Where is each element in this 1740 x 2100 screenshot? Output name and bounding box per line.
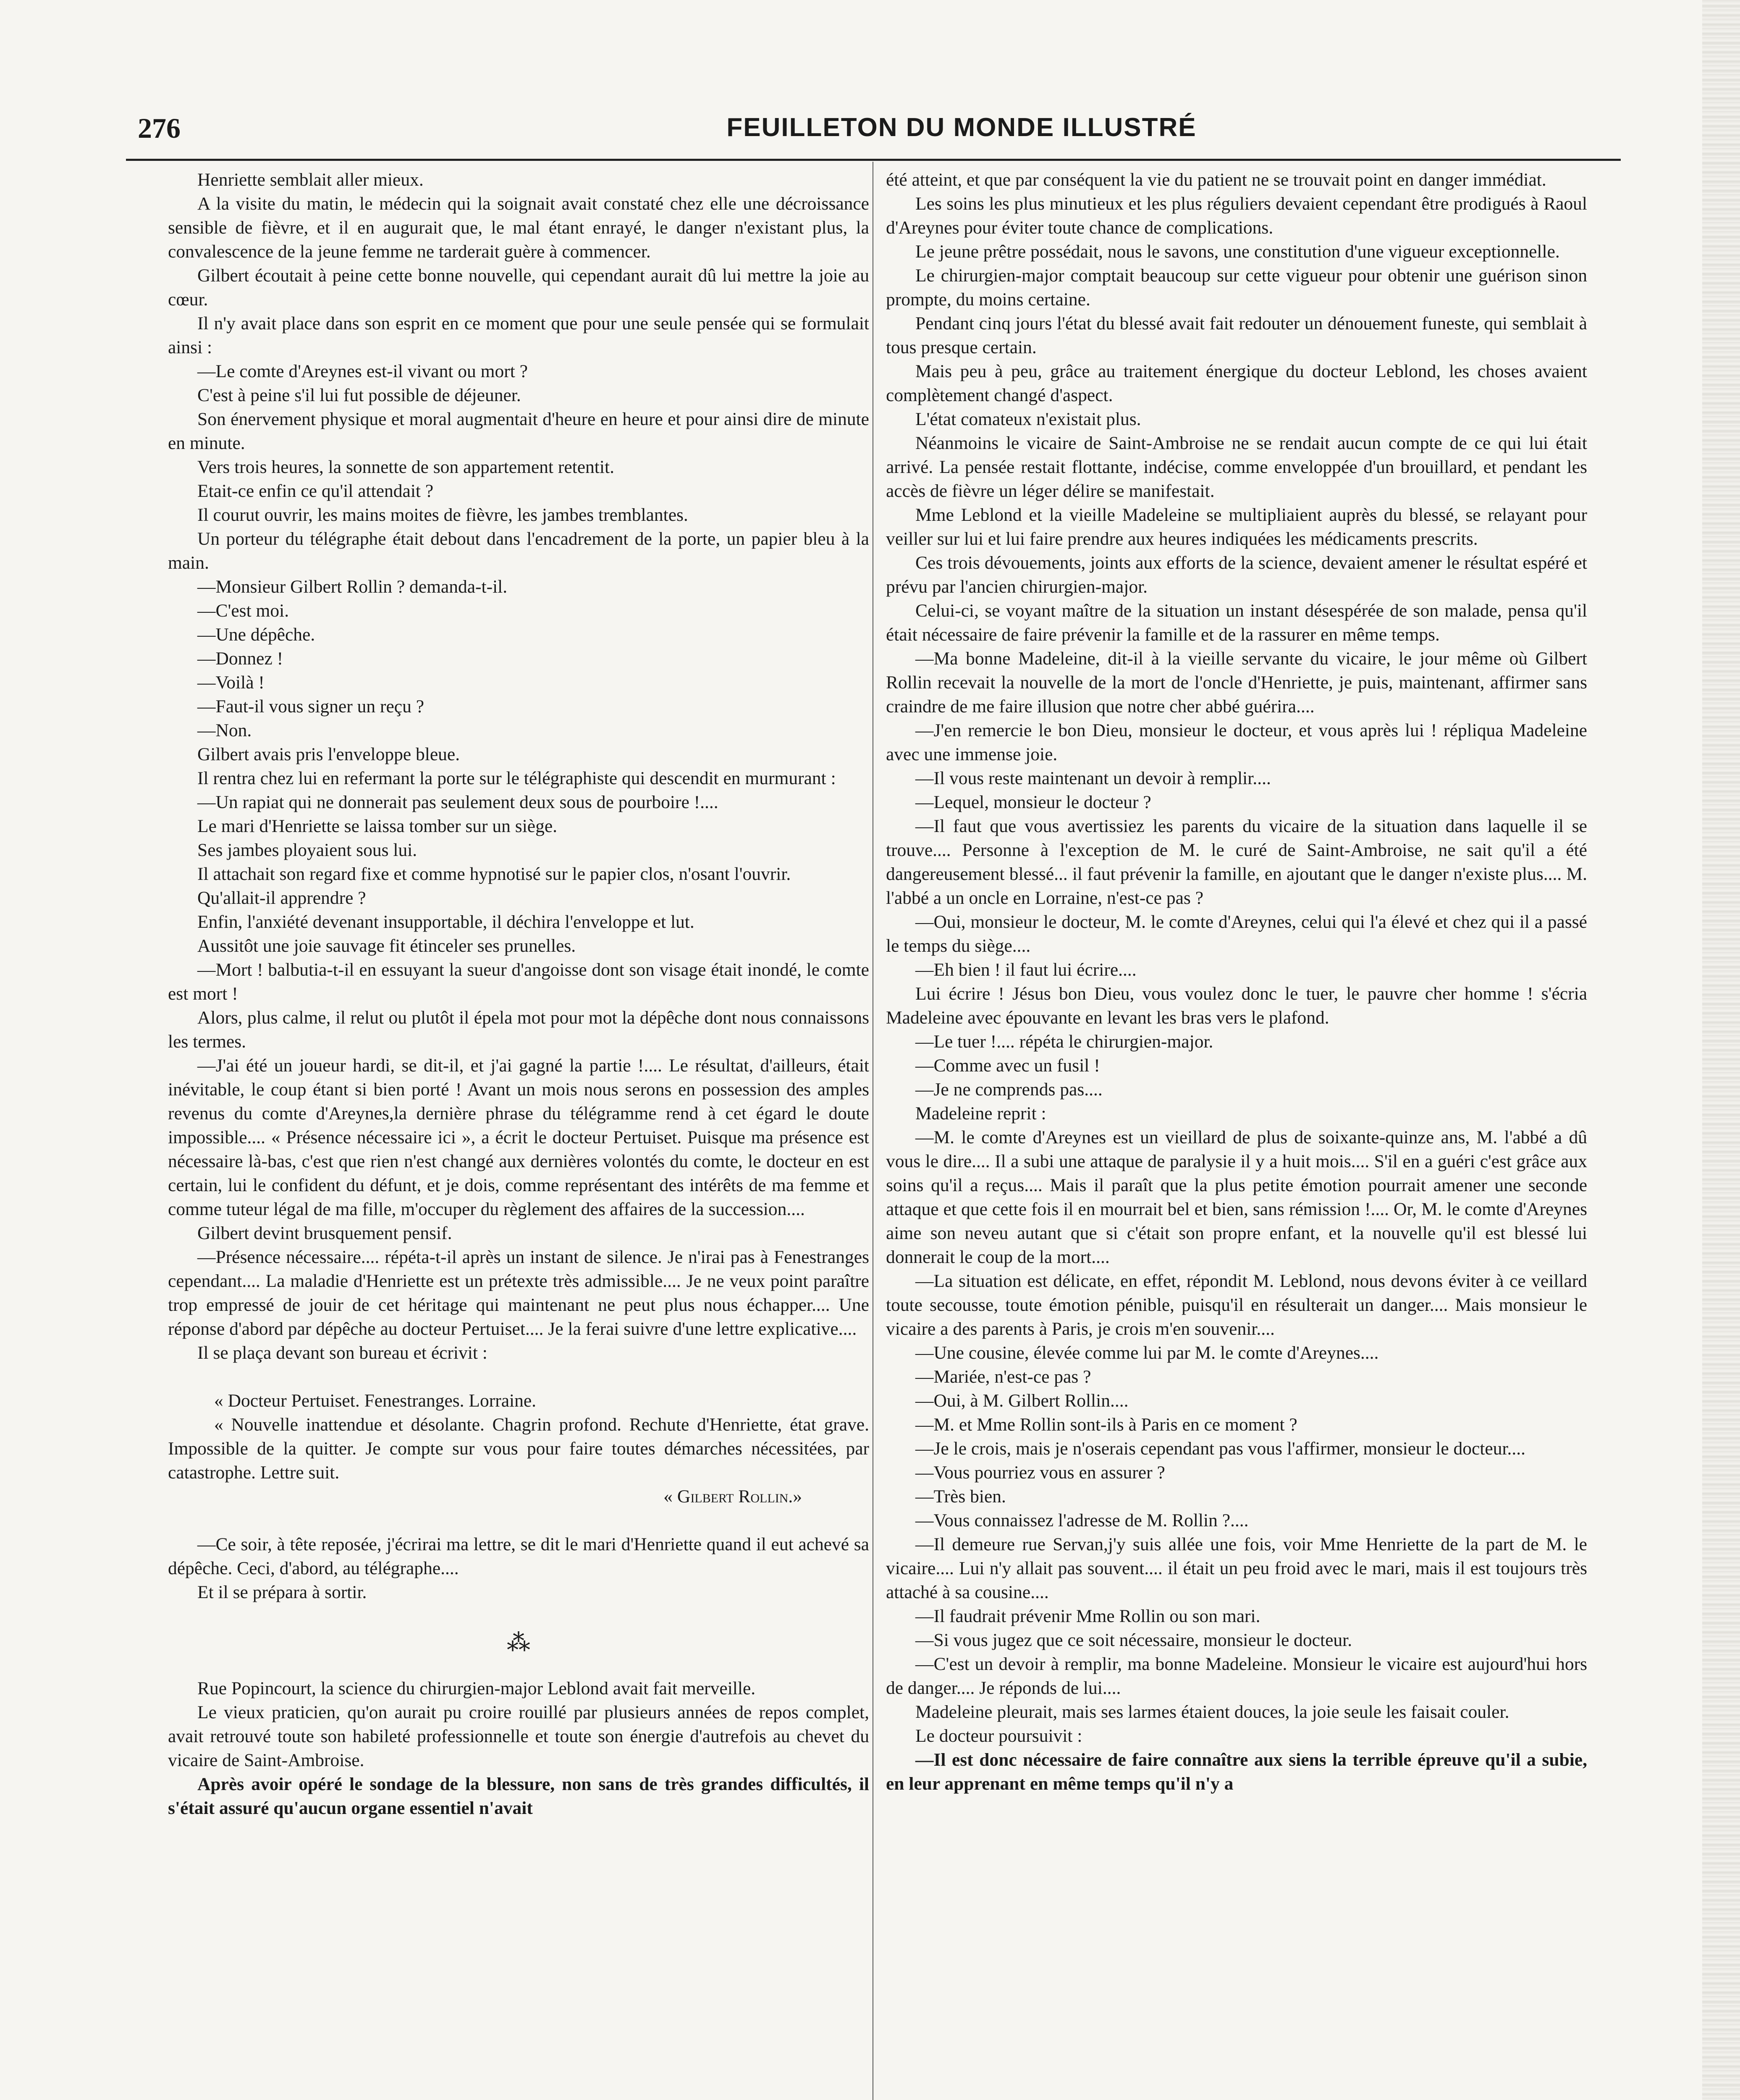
section-break-asterism: ⁂ [507, 1630, 530, 1656]
telegram-line: « Docteur Pertuiset. Fenestranges. Lorraine. [214, 1391, 537, 1411]
paragraph: —Voilà ! [197, 672, 265, 693]
paragraph: —Si vous jugez que ce soit nécessaire, monsieur le docteur. [915, 1630, 1352, 1650]
paragraph: —Vous pourriez vous en assurer ? [915, 1462, 1165, 1483]
paragraph: Il se plaça devant son bureau et écrivit : [197, 1343, 487, 1363]
paragraph: —Le comte d'Areynes est-il vivant ou mort ? [197, 361, 528, 381]
paragraph: Il rentra chez lui en refermant la porte sur le télégraphiste qui descendit en murmurant : [197, 768, 836, 788]
paragraph: —C'est un devoir à remplir, ma bonne Madeleine. Monsieur le vicaire est aujourd'hui hors de danger.... Je réponds de lui.... [886, 1654, 1587, 1698]
paragraph: C'est à peine s'il lui fut possible de déjeuner. [197, 385, 521, 405]
paragraph: —Comme avec un fusil ! [915, 1055, 1100, 1076]
paragraph: —J'ai été un joueur hardi, se dit-il, et j'ai gagné la partie !.... Le résultat, d'ailleurs, était inévitable, le coup étant si bien porté ! Avant un mois nous serons en possession des amples revenus du comte d'Areynes,la dernière phrase du télégramme rend à cet égard le doute impossible.... « Présence nécessaire ici », a écrit le docteur Pertuiset. Puisque ma présence est nécessaire là-bas, c'est que rien n'est changé aux dernières volontés du comte, le docteur en est certain, lui le confident du défunt, et je dois, comme représentant des intérêts de ma femme et comme tuteur légal de ma fille, m'occuper du règlement des affaires de la succession.... [168, 1055, 869, 1219]
paragraph: —Il faut que vous avertissiez les parents du vicaire de la situation dans laquelle il se trouve.... Personne à l'exception de M. le curé de Saint-Ambroise, ne sait qu'il a été dangereusement blessé... il faut prévenir la famille, en ajoutant que le danger n'existe plus.... M. l'abbé a un oncle en Lorraine, n'est-ce pas ? [886, 816, 1587, 908]
paragraph: —La situation est délicate, en effet, répondit M. Leblond, nous devons éviter à ce veillard toute secousse, toute émotion pénible, puisqu'il en résulterait un danger.... Mais monsieur le vicaire a des parents à Paris, je crois m'en souvenir.... [886, 1271, 1587, 1339]
paragraph: —Oui, à M. Gilbert Rollin.... [915, 1391, 1129, 1411]
paragraph: Il courut ouvrir, les mains moites de fièvre, les jambes tremblantes. [197, 505, 688, 525]
paragraph: Etait-ce enfin ce qu'il attendait ? [197, 481, 434, 501]
telegram-line: « Nouvelle inattendue et désolante. Chagrin profond. Rechute d'Henriette, état grave. Impossible de la quitter. Je compte sur vous pour faire toutes démarches nécessitées, par catastrophe. Lettre suit. [168, 1415, 869, 1483]
paragraph: —Ma bonne Madeleine, dit-il à la vieille servante du vicaire, le jour même où Gilbert Rollin recevait la nouvelle de la mort de l'oncle d'Henriette, je puis, maintenant, affirmer sans craindre de me faire illusion que notre cher abbé guérira.... [886, 648, 1587, 717]
spacer [168, 1365, 869, 1389]
paragraph-continued: —Il est donc nécessaire de faire connaître aux siens la terrible épreuve qu'il a subie, en leur apprenant en même temps qu'il n'y a [886, 1750, 1587, 1794]
paragraph: Son énervement physique et moral augmentait d'heure en heure et pour ainsi dire de minute en minute. [168, 409, 869, 453]
paragraph: Le vieux praticien, qu'on aurait pu croire rouillé par plusieurs années de repos complet, avait retrouvé toute son habileté professionnelle et toute son énergie d'autrefois au chevet du vicaire de Saint-Ambroise. [168, 1702, 869, 1770]
paragraph: Rue Popincourt, la science du chirurgien-major Leblond avait fait merveille. [197, 1678, 756, 1698]
paragraph: A la visite du matin, le médecin qui la soignait avait constaté chez elle une décroissance sensible de fièvre, et il en augurait que, le mal étant enrayé, le danger n'existant plus, la convalescence de la jeune femme ne tarderait guère à commencer. [168, 194, 869, 262]
paragraph: —Oui, monsieur le docteur, M. le comte d'Areynes, celui qui l'a élevé et chez qui il a passé le temps du siège.... [886, 912, 1587, 956]
paragraph: Aussitôt une joie sauvage fit étinceler ses prunelles. [197, 936, 576, 956]
paragraph: —Faut-il vous signer un reçu ? [197, 696, 425, 717]
paragraph: —Lequel, monsieur le docteur ? [915, 792, 1151, 812]
paragraph: Gilbert avais pris l'enveloppe bleue. [197, 744, 460, 764]
paragraph: —Une cousine, élevée comme lui par M. le comte d'Areynes.... [915, 1343, 1379, 1363]
paragraph: Le docteur poursuivit : [915, 1726, 1082, 1746]
paragraph: Mais peu à peu, grâce au traitement énergique du docteur Leblond, les choses avaient complètement changé d'aspect. [886, 361, 1587, 405]
header-rule [126, 159, 1621, 161]
paragraph: —Monsieur Gilbert Rollin ? demanda-t-il. [197, 577, 508, 597]
paragraph: —Un rapiat qui ne donnerait pas seulement deux sous de pourboire !.... [197, 792, 718, 812]
paragraph: —M. le comte d'Areynes est un vieillard de plus de soixante-quinze ans, M. l'abbé a dû vous le dire.... Il a subi une attaque de paralysie il y a huit mois.... S'il en a guéri c'est grâce aux soins qu'il a reçus.... Mais il paraît que la plus petite émotion pourrait amener une seconde attaque et que cette fois il en mourrait bel et bien, sans rémission !.... Or, M. le comte d'Areynes aime son neveu autant que si c'était son propre enfant, et la nouvelle qu'il est blessé lui donnerait le coup de la mort.... [886, 1127, 1587, 1267]
paragraph: —Il vous reste maintenant un devoir à remplir.... [915, 768, 1271, 788]
paragraph: —Mort ! balbutia-t-il en essuyant la sueur d'angoisse dont son visage était inondé, le comte est mort ! [168, 960, 869, 1004]
paragraph: Celui-ci, se voyant maître de la situation un instant désespérée de son malade, pensa qu'il était nécessaire de faire prévenir la famille et de la rassurer en même temps. [886, 601, 1587, 645]
paragraph: Pendant cinq jours l'état du blessé avait fait redouter un dénouement funeste, qui semblait à tous presque certain. [886, 313, 1587, 357]
right-column [886, 168, 1587, 2100]
paragraph: —Le tuer !.... répéta le chirurgien-major. [915, 1032, 1213, 1052]
paragraph-continued: Après avoir opéré le sondage de la blessure, non sans de très grandes difficultés, il s'était assuré qu'aucun organe essentiel n'avait [168, 1774, 869, 1818]
paragraph: —Eh bien ! il faut lui écrire.... [915, 960, 1137, 980]
paragraph: —Ce soir, à tête reposée, j'écrirai ma lettre, se dit le mari d'Henriette quand il eut achevé sa dépêche. Ceci, d'abord, au télégraphe.... [168, 1534, 869, 1578]
paragraph: Il attachait son regard fixe et comme hypnotisé sur le papier clos, n'osant l'ouvrir. [197, 864, 791, 884]
spacer [168, 1509, 869, 1533]
paragraph: L'état comateux n'existait plus. [915, 409, 1141, 429]
page-number: 276 [138, 112, 181, 144]
paragraph: Et il se prépara à sortir. [197, 1582, 367, 1602]
paragraph: Henriette semblait aller mieux. [197, 170, 424, 190]
paragraph: —Je le crois, mais je n'oserais cependant pas vous l'affirmer, monsieur le docteur.... [915, 1438, 1526, 1459]
paragraph: —M. et Mme Rollin sont-ils à Paris en ce moment ? [915, 1415, 1297, 1435]
paragraph: Le jeune prêtre possédait, nous le savons, une constitution d'une vigueur exceptionnelle. [915, 242, 1560, 262]
paragraph: —Une dépêche. [197, 625, 315, 645]
paragraph: —Vous connaissez l'adresse de M. Rollin ?.... [915, 1510, 1249, 1530]
paragraph: Il n'y avait place dans son esprit en ce moment que pour une seule pensée qui se formulait ainsi : [168, 313, 869, 357]
paragraph: Gilbert devint brusquement pensif. [197, 1223, 452, 1243]
paragraph: —Il demeure rue Servan,j'y suis allée une fois, voir Mme Henriette de la part de M. le vicaire.... Lui n'y allait pas souvent.... il était un peu froid avec le mari, mais il est toujours très attaché à sa cousine.... [886, 1534, 1587, 1602]
page-header [126, 110, 1621, 156]
paragraph: Enfin, l'anxiété devenant insupportable, il déchira l'enveloppe et lut. [197, 912, 694, 932]
paragraph: —Donnez ! [197, 648, 283, 669]
running-title: FEUILLETON DU MONDE ILLUSTRÉ [726, 113, 1197, 142]
paragraph: Ses jambes ployaient sous lui. [197, 840, 417, 860]
paragraph: Madeleine pleurait, mais ses larmes étaient douces, la joie seule les faisait couler. [915, 1702, 1509, 1722]
paragraph: —J'en remercie le bon Dieu, monsieur le docteur, et vous après lui ! répliqua Madeleine avec une immense joie. [886, 720, 1587, 764]
paragraph: Gilbert écoutait à peine cette bonne nouvelle, qui cependant aurait dû lui mettre la joie au cœur. [168, 265, 869, 310]
paragraph: Ces trois dévouements, joints aux efforts de la science, devaient amener le résultat espéré et prévu par l'ancien chirurgien-major. [886, 553, 1587, 597]
paragraph: Le mari d'Henriette se laissa tomber sur un siège. [197, 816, 558, 836]
paragraph: —Mariée, n'est-ce pas ? [915, 1367, 1091, 1387]
paragraph: —C'est moi. [197, 601, 289, 621]
telegram-signature: « Gilbert Rollin.» [663, 1486, 802, 1507]
paragraph: Le chirurgien-major comptait beaucoup sur cette vigueur pour obtenir une guérison sinon prompte, du moins certaine. [886, 265, 1587, 310]
paragraph: —Très bien. [915, 1486, 1006, 1507]
paragraph: —Présence nécessaire.... répéta-t-il après un instant de silence. Je n'irai pas à Fenestranges cependant.... La maladie d'Henriette est un prétexte très admissible.... Je ne veux point paraître trop empressé de jouir de cet héritage qui maintenant ne peut plus nous échapper.... Une réponse d'abord par dépêche au docteur Pertuiset.... Je la ferai suivre d'une lettre explicative.... [168, 1247, 869, 1339]
paragraph: Néanmoins le vicaire de Saint-Ambroise ne se rendait aucun compte de ce qui lui était arrivé. La pensée restait flottante, indécise, comme enveloppée d'un brouillard, et pendant les accès de fièvre un léger délire se manifestait. [886, 433, 1587, 501]
paragraph: Qu'allait-il apprendre ? [197, 888, 366, 908]
paragraph: été atteint, et que par conséquent la vie du patient ne se trouvait point en danger immédiat. [886, 170, 1546, 190]
paragraph: Lui écrire ! Jésus bon Dieu, vous voulez donc le tuer, le pauvre cher homme ! s'écria Madeleine avec épouvante en levant les bras vers le plafond. [886, 984, 1587, 1028]
paragraph: Mme Leblond et la vieille Madeleine se multipliaient auprès du blessé, se relayant pour veiller sur lui et lui faire prendre aux heures indiquées les médicaments prescrits. [886, 505, 1587, 549]
paragraph: —Je ne comprends pas.... [915, 1079, 1103, 1100]
paragraph: Alors, plus calme, il relut ou plutôt il épela mot pour mot la dépêche dont nous connaissons les termes. [168, 1008, 869, 1052]
paragraph: Un porteur du télégraphe était debout dans l'encadrement de la porte, un papier bleu à la main. [168, 529, 869, 573]
paragraph: Les soins les plus minutieux et les plus réguliers devaient cependant être prodigués à Raoul d'Areynes pour éviter toute chance de complications. [886, 194, 1587, 238]
paragraph: Vers trois heures, la sonnette de son appartement retentit. [197, 457, 614, 477]
paragraph: —Il faudrait prévenir Mme Rollin ou son mari. [915, 1606, 1260, 1626]
left-column [168, 168, 869, 2100]
paragraph: Madeleine reprit : [915, 1103, 1046, 1124]
paragraph: —Non. [197, 720, 252, 740]
scan-edge [1702, 0, 1740, 2100]
